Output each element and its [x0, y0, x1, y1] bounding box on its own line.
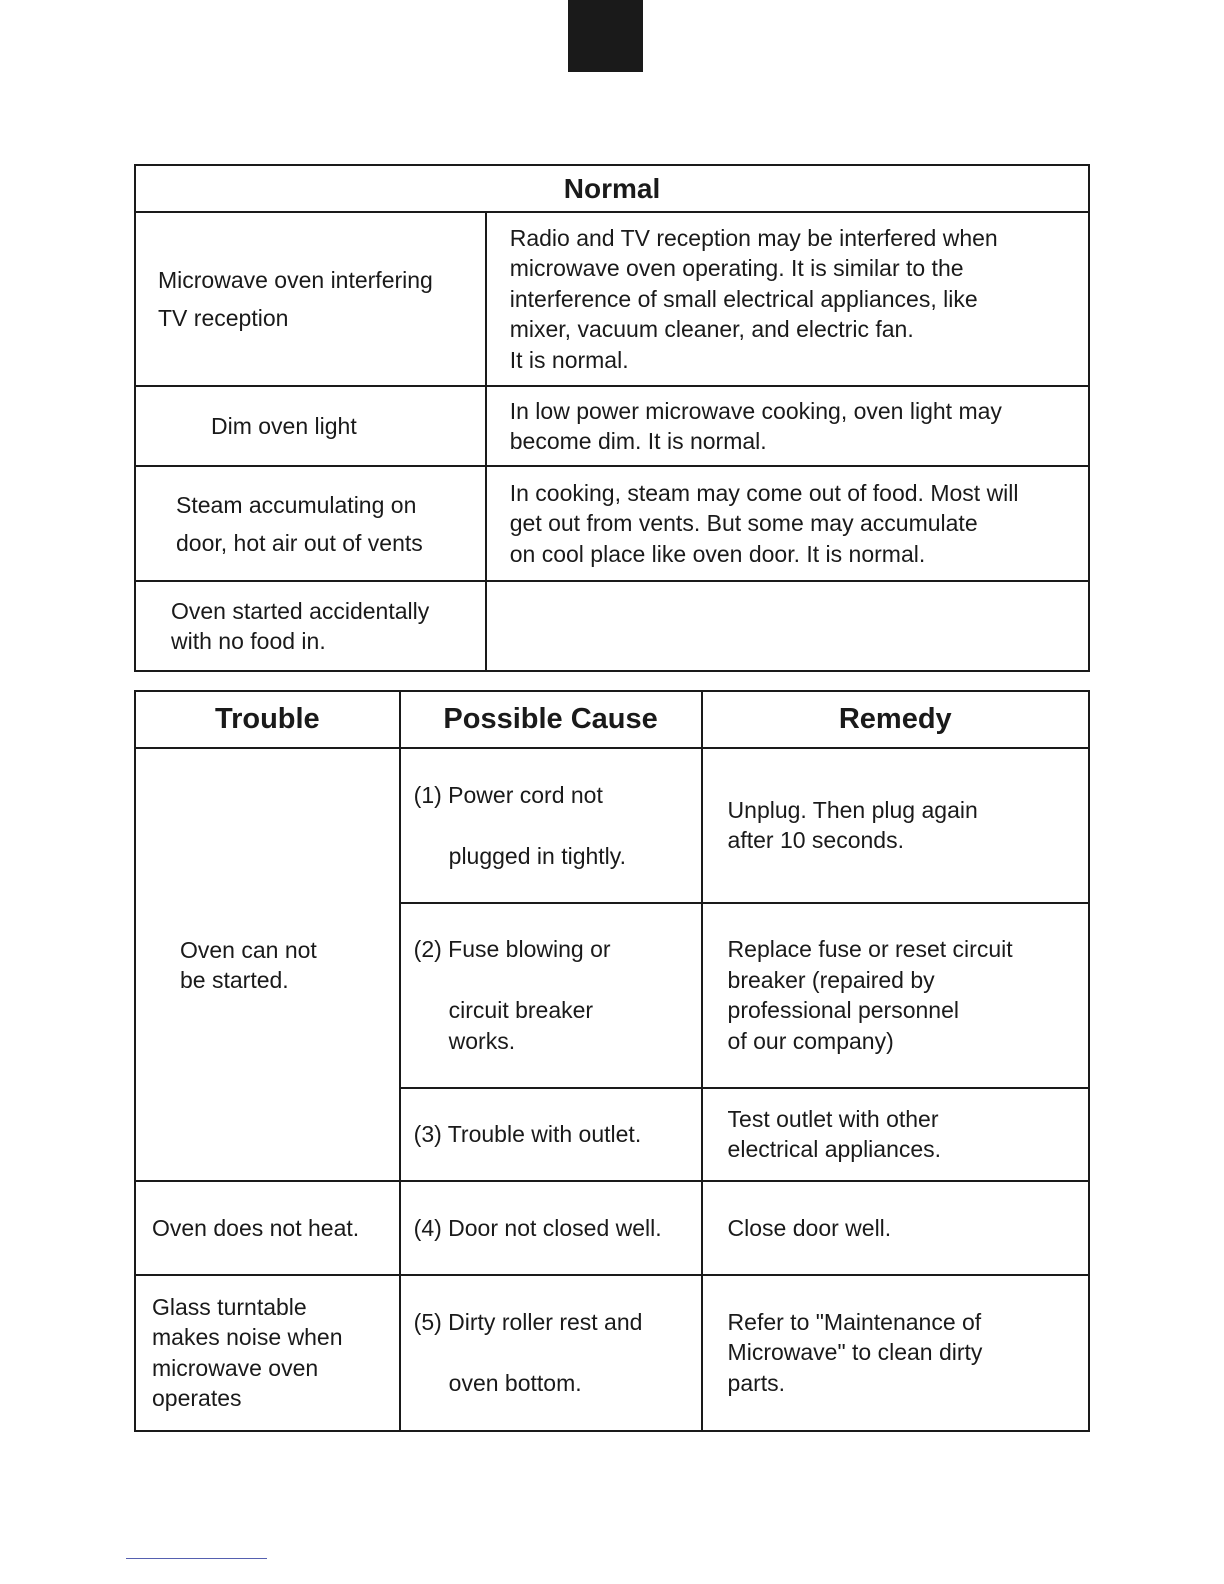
normal-conditions-table — [134, 164, 1090, 672]
table-row — [135, 466, 1089, 581]
trouble-header: Trouble — [135, 691, 400, 748]
cause-cell — [400, 1275, 702, 1431]
trouble-text: Glass turntable makes noise when microwave oven operates — [152, 1293, 343, 1411]
remedy-cell — [702, 748, 1089, 903]
cause-text: (2) Fuse blowing or — [413, 936, 611, 962]
cause-cell — [400, 903, 702, 1088]
condition-text: Microwave oven interfering TV reception — [158, 267, 433, 331]
condition-cell — [135, 466, 486, 581]
explanation-cell — [486, 386, 1089, 466]
remedy-cell — [702, 1275, 1089, 1431]
remedy-text: Test outlet with other electrical appliances. — [727, 1105, 942, 1163]
explanation-text: In cooking, steam may come out of food. Most will get out from vents. But some may accumulate on cool place like oven door. It is normal. — [509, 479, 1019, 567]
cause-header: Possible Cause — [400, 691, 702, 748]
cause-text: (3) Trouble with outlet. — [413, 1121, 642, 1147]
cause-continuation: oven bottom. — [448, 1369, 582, 1396]
cause-text: (1) Power cord not — [413, 781, 603, 808]
trouble-cell — [135, 748, 400, 1181]
cause-text: (4) Door not closed well. — [413, 1214, 662, 1241]
cause-continuation: circuit breaker works. — [448, 997, 594, 1054]
explanation-text: In low power microwave cooking, oven light may become dim. It is normal. — [509, 397, 1002, 454]
explanation-cell — [486, 466, 1089, 581]
condition-cell — [135, 212, 486, 386]
remedy-cell — [702, 1181, 1089, 1275]
condition-text: Oven started accidentally with no food in. — [171, 597, 430, 654]
normal-header: Normal — [135, 165, 1089, 212]
trouble-cell — [135, 1181, 400, 1275]
page-marker-block — [568, 0, 643, 72]
remedy-text: Close door well. — [727, 1214, 892, 1241]
cause-text: (5) Dirty roller rest and — [413, 1308, 643, 1335]
trouble-text: Oven can not be started. — [180, 936, 317, 993]
cause-cell — [400, 1088, 702, 1182]
remedy-text: Unplug. Then plug again after 10 seconds. — [727, 796, 978, 854]
cause-continuation: plugged in tightly. — [448, 842, 626, 869]
trouble-cell — [135, 1275, 400, 1431]
remedy-text: Refer to "Maintenance of Microwave" to clean dirty parts. — [727, 1308, 983, 1396]
table-row — [135, 1275, 1089, 1431]
troubleshooting-table — [134, 690, 1090, 1432]
table-row — [135, 212, 1089, 386]
explanation-cell — [486, 581, 1089, 671]
table-row — [135, 748, 1089, 903]
remedy-cell — [702, 903, 1089, 1088]
condition-cell — [135, 386, 486, 466]
condition-text: Dim oven light — [211, 412, 357, 439]
cause-cell — [400, 1181, 702, 1275]
remedy-header: Remedy — [702, 691, 1089, 748]
cause-cell — [400, 748, 702, 903]
table-row — [135, 581, 1089, 671]
explanation-text: Radio and TV reception may be interfered when microwave oven operating. It is similar to the interference of small electrical appliances, like mixer, vacuum cleaner, and electric fan. It is normal. — [509, 224, 998, 373]
table-row — [135, 1181, 1089, 1275]
remedy-text: Replace fuse or reset circuit breaker (repaired by professional personnel of our company) — [727, 936, 1013, 1054]
remedy-cell — [702, 1088, 1089, 1182]
footer-divider — [126, 1558, 267, 1559]
trouble-text: Oven does not heat. — [152, 1214, 360, 1241]
condition-cell — [135, 581, 486, 671]
table-row — [135, 386, 1089, 466]
explanation-cell — [486, 212, 1089, 386]
condition-text: Steam accumulating on door, hot air out of vents — [176, 491, 423, 556]
